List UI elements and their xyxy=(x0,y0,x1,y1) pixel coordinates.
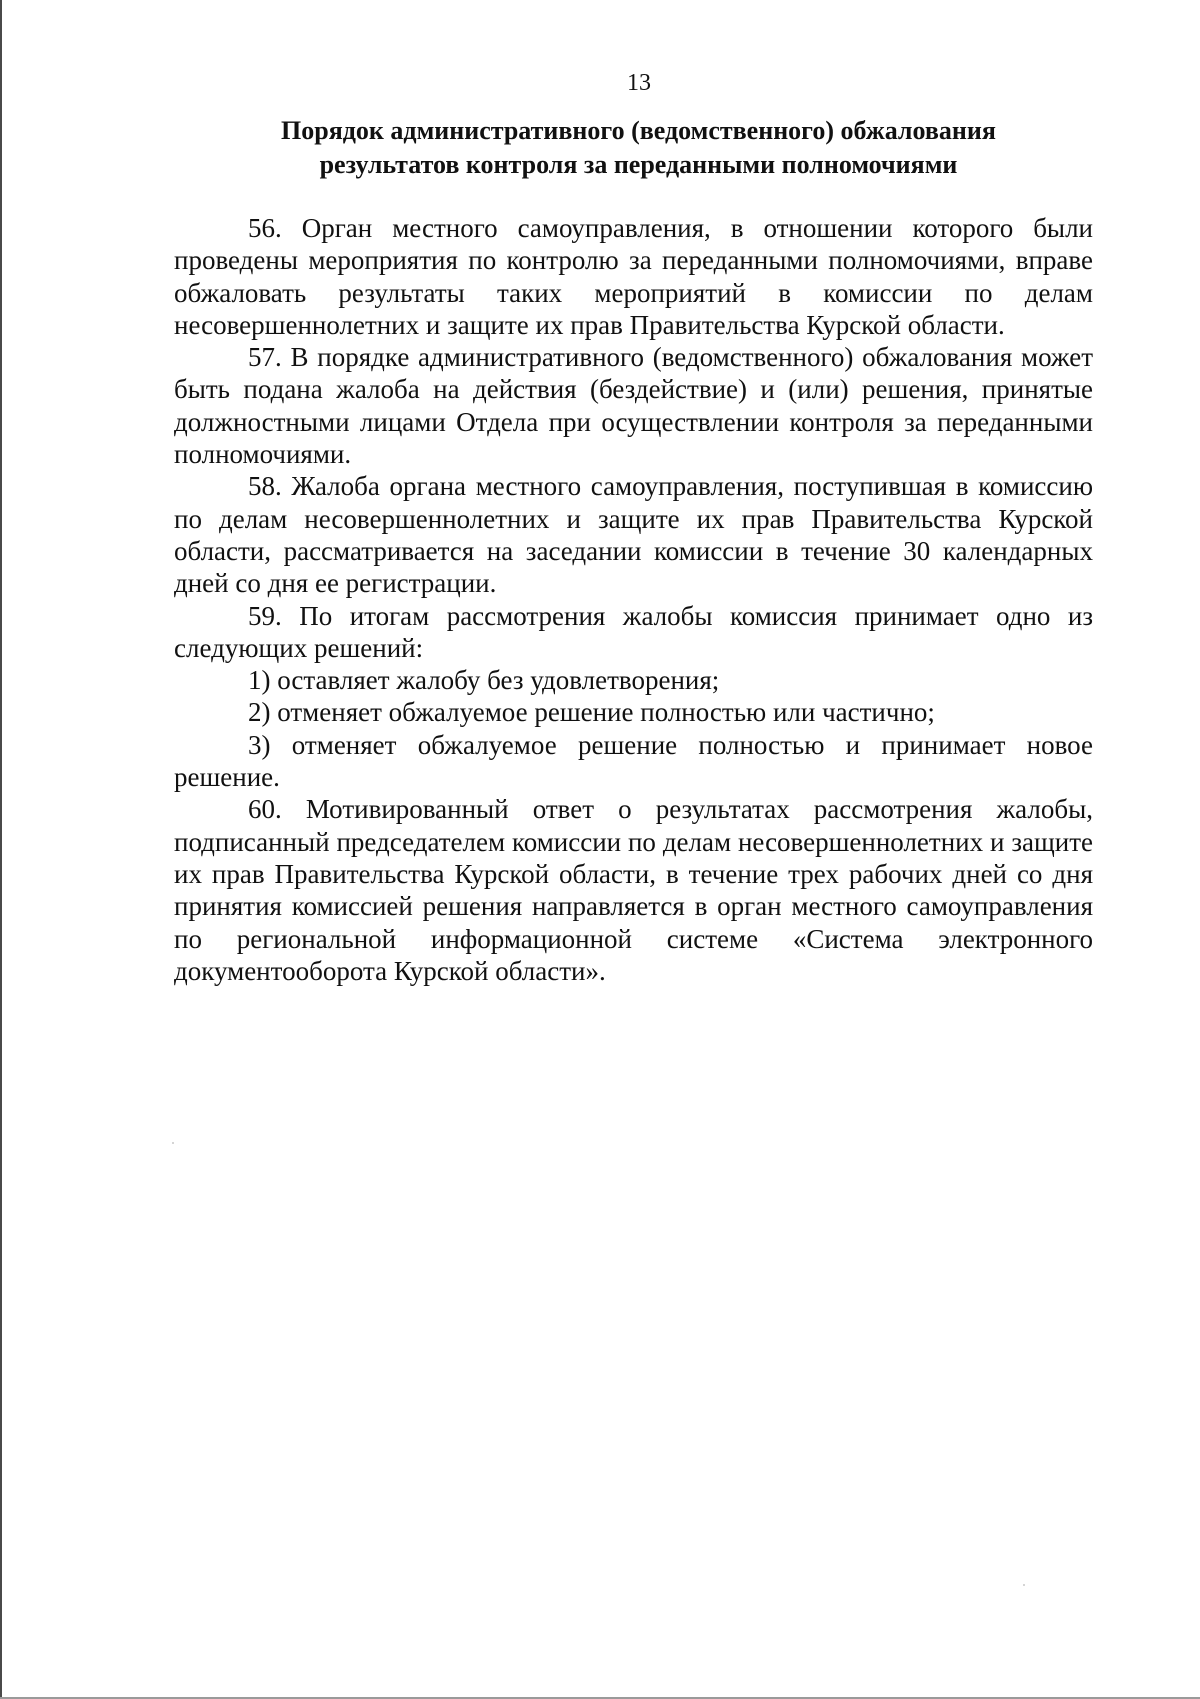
paragraph-59: 59. По итогам рассмотрения жалобы комиссия принимает одно из следующих решений: xyxy=(174,600,1093,663)
paragraph-58: 58. Жалоба органа местного самоуправления, поступившая в комиссию по делам несовершеннолетних и защите их прав Правительства Курской области, рассматривается на заседании комиссии в течение 30 календарных дней со дня ее регистрации. xyxy=(174,471,1093,599)
paragraph-56: 56. Орган местного самоуправления, в отношении которого были проведены мероприятия по контролю за переданными полномочиями, вправе обжаловать результаты таких мероприятий в комиссии по делам несовершеннолетних и защите их прав Правительства Курской области. xyxy=(174,213,1093,340)
list-item-2: 2) отменяет обжалуемое решение полностью или частично; xyxy=(248,697,935,728)
heading-line: результатов контроля за переданными полномочиями xyxy=(319,150,958,179)
page-number: 13 xyxy=(627,70,651,96)
paragraph-60: 60. Мотивированный ответ о результатах рассмотрения жалобы, подписанный председателем комиссии по делам несовершеннолетних и защите их прав Правительства Курской области, в течение трех рабочих дней со дня принятия комиссией решения направляется в орган местного самоуправления по региональной информационной системе «Система электронного документооборота Курской области». xyxy=(174,794,1093,986)
list-item-1: 1) оставляет жалобу без удовлетворения; xyxy=(248,665,720,696)
scan-left-edge xyxy=(0,0,2,1699)
section-heading xyxy=(174,114,1103,182)
document-body xyxy=(174,212,1093,987)
scan-speck xyxy=(1023,1584,1025,1586)
list-item-3: 3) отменяет обжалуемое решение полностью и принимает новое решение. xyxy=(174,729,1093,793)
heading-line: Порядок административного (ведомственного) обжалования xyxy=(281,116,996,145)
paragraph-57: 57. В порядке административного (ведомственного) обжалования может быть подана жалоба на действия (бездействие) и (или) решения, принятые должностными лицами Отдела при осуществлении контроля за переданными полномочиями. xyxy=(174,342,1093,470)
scan-speck xyxy=(172,1142,174,1144)
